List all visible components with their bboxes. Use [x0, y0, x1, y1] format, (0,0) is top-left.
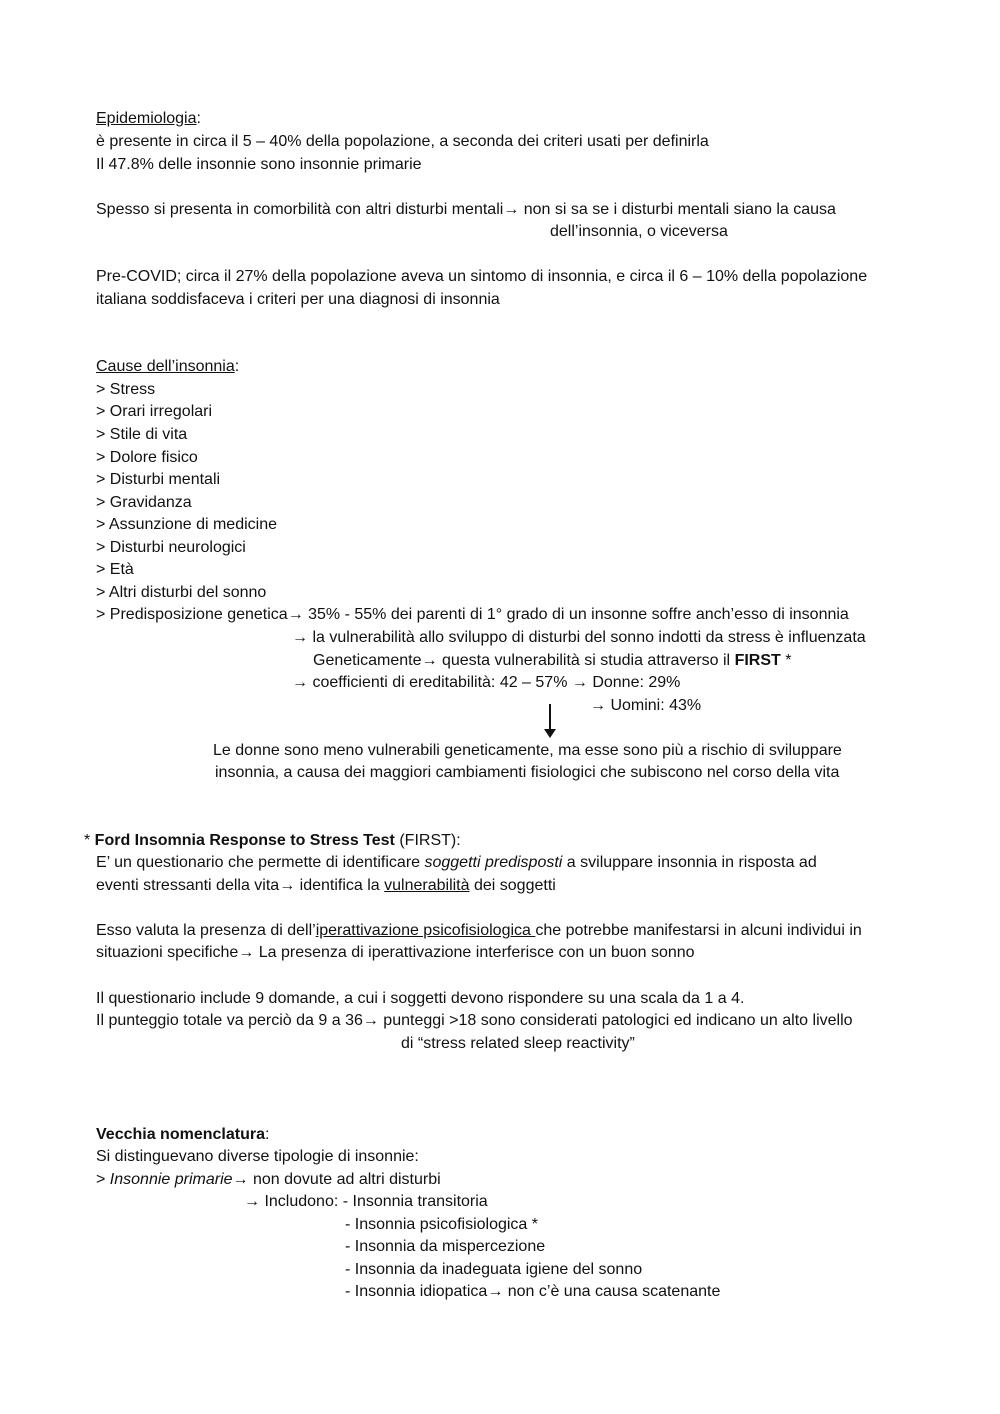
underlined-text: vulnerabilità — [384, 877, 470, 894]
genetica-text: coefficienti di ereditabilità: 42 – 57% — [308, 674, 572, 691]
cause-item: > Assunzione di medicine — [96, 516, 277, 533]
arrow-right-icon: → — [362, 1012, 379, 1029]
arrow-right-icon: → — [590, 697, 606, 714]
first-heading-line — [84, 831, 461, 851]
vecchia-sub-item: - Insonnia psicofisiologica * — [345, 1216, 538, 1233]
underlined-text: iperattivazione psicofisiologica — [315, 922, 536, 939]
cause-item: > Gravidanza — [96, 494, 192, 511]
epidemiologia-heading: Epidemiologia — [96, 110, 197, 127]
epidemiologia-line-2: Il 47.8% delle insonnie sono insonnie primarie — [96, 156, 422, 173]
cause-item: > Stress — [96, 381, 156, 398]
arrow-right-icon: → — [279, 877, 296, 894]
conclusion-line-2: insonnia, a causa dei maggiori cambiamenti fisiologici che subiscono nel corso della vita — [215, 764, 840, 781]
genetica-label: > Predisposizione genetica — [96, 606, 288, 623]
conclusion-line-1: Le donne sono meno vulnerabili geneticamente, ma esse sono più a rischio di sviluppare — [213, 742, 842, 759]
vecchia-line-1: Si distinguevano diverse tipologie di insonnie: — [96, 1148, 419, 1165]
precovid-line-1: Pre-COVID; circa il 27% della popolazione aveva un sintomo di insonnia, e circa il 6 – 10% della popolazione — [96, 268, 868, 285]
text-segment: identifica la — [295, 877, 385, 894]
vecchia-heading-line — [96, 1125, 269, 1145]
text-segment: a sviluppare insonnia in risposta ad — [562, 854, 817, 871]
first-paragraph-line-2 — [96, 876, 556, 896]
vecchia-heading: Vecchia nomenclatura — [96, 1126, 265, 1143]
arrow-right-icon: → — [421, 652, 438, 669]
cause-item: > Orari irregolari — [96, 403, 213, 420]
epidemiologia-line-1: è presente in circa il 5 – 40% della popolazione, a seconda dei criteri usati per definirla — [96, 133, 709, 150]
comorbidity-line-2: dell’insonnia, o viceversa — [550, 223, 728, 240]
arrow-right-icon: → — [571, 674, 588, 691]
genetica-line-2 — [292, 628, 866, 648]
cause-heading: Cause dell’insonnia — [96, 358, 235, 375]
text-segment: > — [96, 1171, 110, 1188]
footnote-star: * — [84, 832, 95, 849]
arrow-right-icon: → — [292, 674, 308, 691]
arrow-right-icon: → — [238, 944, 255, 961]
text-segment: dei soggetti — [469, 877, 556, 894]
genetica-text: questa vulnerabilità si studia attraverso il — [437, 652, 735, 669]
donne-value: Donne: 29% — [587, 674, 681, 691]
cause-item: > Disturbi neurologici — [96, 539, 246, 556]
cause-item: > Stile di vita — [96, 426, 188, 443]
first-paragraph-line-1 — [96, 853, 817, 873]
uomini-value: Uomini: 43% — [606, 697, 702, 714]
text-segment: eventi stressanti della vita — [96, 877, 280, 894]
text-segment: Esso valuta la presenza di dell’ — [96, 922, 316, 939]
vecchia-primarie-line — [96, 1170, 441, 1190]
genetica-text: la vulnerabilità allo sviluppo di disturbi del sonno indotti da stress è influenzata — [308, 629, 866, 646]
cause-item: > Età — [96, 561, 134, 578]
text-segment: - Insonnia idiopatica — [345, 1283, 488, 1300]
text-segment: situazioni specifiche — [96, 944, 239, 961]
text-segment: Il punteggio totale va perciò da 9 a 36 — [96, 1012, 363, 1029]
first-paragraph-line-7: di “stress related sleep reactivity” — [401, 1035, 635, 1052]
arrow-right-icon: → — [244, 1193, 260, 1210]
text-segment: non c’è una causa scatenante — [503, 1283, 721, 1300]
first-paragraph-line-3 — [96, 921, 862, 941]
cause-heading-line — [96, 357, 239, 377]
first-title: Ford Insomnia Response to Stress Test — [94, 832, 395, 849]
genetica-line-3 — [313, 651, 791, 671]
text-segment: E’ un questionario che permette di identificare — [96, 854, 425, 871]
epidemiologia-heading-line — [96, 109, 201, 129]
arrow-right-icon: → — [287, 606, 304, 623]
vecchia-sub-item: - Insonnia da inadeguata igiene del sonno — [345, 1261, 643, 1278]
first-abbr: (FIRST): — [394, 832, 461, 849]
footnote-star: * — [780, 652, 792, 669]
emphasis-text: Insonnie primarie — [109, 1171, 233, 1188]
text-segment: punteggi >18 sono considerati patologici ed indicano un alto livello — [378, 1012, 853, 1029]
colon: : — [234, 358, 240, 375]
precovid-line-2: italiana soddisfaceva i criteri per una diagnosi di insonnia — [96, 291, 500, 308]
comorbidity-text: Spesso si presenta in comorbilità con altri disturbi mentali — [96, 201, 504, 218]
cause-item: > Disturbi mentali — [96, 471, 221, 488]
first-paragraph-line-4 — [96, 943, 695, 963]
genetica-line-4 — [292, 673, 680, 693]
cause-item: > Altri disturbi del sonno — [96, 584, 267, 601]
arrow-right-icon: → — [487, 1283, 504, 1300]
vecchia-sub-item: - Insonnia da mispercezione — [345, 1238, 546, 1255]
colon: : — [264, 1126, 270, 1143]
arrow-right-icon: → — [232, 1171, 249, 1188]
vecchia-idiopatica-line — [345, 1282, 720, 1302]
cause-item: > Dolore fisico — [96, 449, 198, 466]
comorbidity-line — [96, 200, 836, 220]
emphasis-text: soggetti predisposti — [424, 854, 563, 871]
genetica-line-5 — [590, 696, 701, 716]
first-paragraph-line-5: Il questionario include 9 domande, a cui i soggetti devono rispondere su una scala da 1 a 4. — [96, 990, 745, 1007]
first-acronym: FIRST — [734, 652, 781, 669]
text-segment: che potrebbe manifestarsi in alcuni individui in — [535, 922, 862, 939]
genetica-text: Geneticamente — [313, 652, 422, 669]
arrow-down-icon — [549, 704, 551, 730]
genetica-text: 35% - 55% dei parenti di 1° grado di un insonne soffre anch’esso di insonnia — [303, 606, 849, 623]
text-segment: Includono: - Insonnia transitoria — [260, 1193, 488, 1210]
arrow-right-icon: → — [503, 201, 520, 218]
first-paragraph-line-6 — [96, 1011, 853, 1031]
genetica-line-1 — [96, 605, 849, 625]
arrow-right-icon: → — [292, 629, 308, 646]
text-segment: La presenza di iperattivazione interferisce con un buon sonno — [254, 944, 695, 961]
comorbidity-consequence: non si sa se i disturbi mentali siano la causa — [519, 201, 836, 218]
vecchia-includono-line — [244, 1192, 488, 1212]
text-segment: non dovute ad altri disturbi — [248, 1171, 441, 1188]
colon: : — [196, 110, 201, 127]
